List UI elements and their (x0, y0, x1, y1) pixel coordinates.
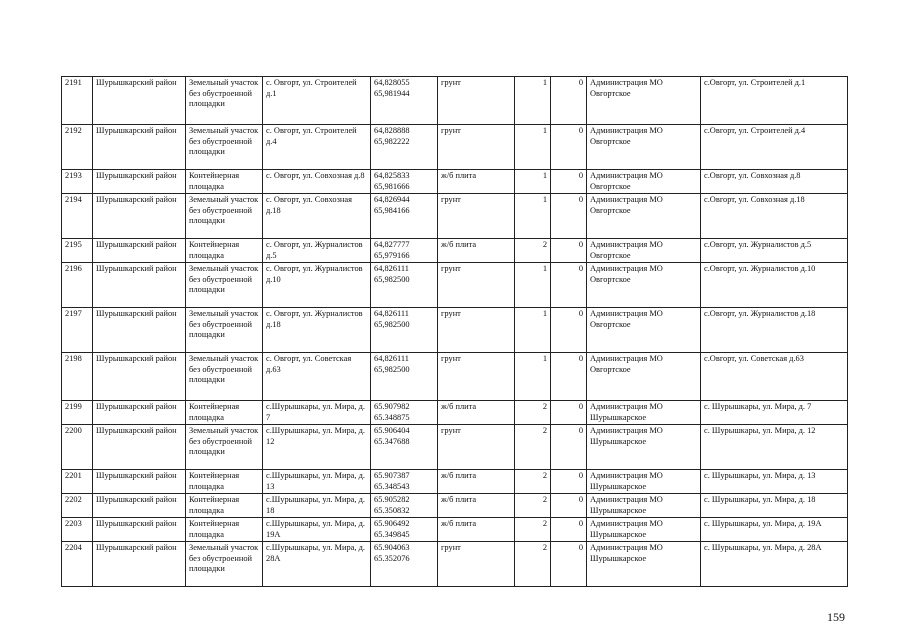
capacity-cell: 0 (551, 125, 587, 170)
site-type-cell: Земельный участок без обустроенной площадки (186, 542, 263, 587)
capacity-cell: 0 (551, 470, 587, 494)
source-address-cell: с.Овгорт, ул. Журналистов д.18 (701, 308, 848, 353)
district-cell: Шурышкарский район (93, 308, 186, 353)
containers-count-cell: 2 (515, 518, 551, 542)
table-row (62, 125, 848, 170)
table-row (62, 170, 848, 194)
surface-cell: ж/б плита (438, 401, 515, 425)
address-cell: с.Шурышкары, ул. Мира, д. 13 (263, 470, 371, 494)
owner-cell: Администрация МО Шурышкарское (587, 470, 701, 494)
source-address-cell: с.Овгорт, ул. Совхозная д.18 (701, 194, 848, 239)
owner-cell: Администрация МО Овгортское (587, 77, 701, 125)
containers-count-cell: 1 (515, 77, 551, 125)
surface-cell: ж/б плита (438, 470, 515, 494)
site-type-cell: Контейнерная площадка (186, 518, 263, 542)
containers-count-cell: 2 (515, 425, 551, 470)
owner-cell: Администрация МО Овгортское (587, 353, 701, 401)
row-number: 2197 (62, 308, 93, 353)
source-address-cell: с. Шурышкары, ул. Мира, д. 7 (701, 401, 848, 425)
capacity-cell: 0 (551, 77, 587, 125)
district-cell: Шурышкарский район (93, 353, 186, 401)
source-address-cell: с.Овгорт, ул. Строителей д.1 (701, 77, 848, 125)
containers-count-cell: 1 (515, 353, 551, 401)
district-cell: Шурышкарский район (93, 77, 186, 125)
row-number: 2192 (62, 125, 93, 170)
row-number: 2191 (62, 77, 93, 125)
containers-count-cell: 1 (515, 125, 551, 170)
site-type-cell: Земельный участок без обустроенной площадки (186, 425, 263, 470)
table-row (62, 401, 848, 425)
address-cell: с.Шурышкары, ул. Мира, д. 18 (263, 494, 371, 518)
district-cell: Шурышкарский район (93, 170, 186, 194)
row-number: 2194 (62, 194, 93, 239)
surface-cell: грунт (438, 125, 515, 170)
address-cell: с. Овгорт, ул. Строителей д.1 (263, 77, 371, 125)
capacity-cell: 0 (551, 353, 587, 401)
capacity-cell: 0 (551, 239, 587, 263)
page-number: 159 (827, 610, 845, 624)
site-type-cell: Контейнерная площадка (186, 401, 263, 425)
source-address-cell: с. Шурышкары, ул. Мира, д. 18 (701, 494, 848, 518)
row-number: 2202 (62, 494, 93, 518)
table-row (62, 77, 848, 125)
table-row (62, 263, 848, 308)
source-address-cell: с. Шурышкары, ул. Мира, д. 13 (701, 470, 848, 494)
district-cell: Шурышкарский район (93, 239, 186, 263)
district-cell: Шурышкарский район (93, 401, 186, 425)
site-type-cell: Контейнерная площадка (186, 239, 263, 263)
address-cell: с.Шурышкары, ул. Мира, д. 19А (263, 518, 371, 542)
address-cell: с.Шурышкары, ул. Мира, д. 12 (263, 425, 371, 470)
row-number: 2201 (62, 470, 93, 494)
containers-count-cell: 2 (515, 401, 551, 425)
coordinates-cell: 65.907982 65.348875 (371, 401, 438, 425)
coordinates-cell: 65.906492 65.349845 (371, 518, 438, 542)
site-type-cell: Контейнерная площадка (186, 470, 263, 494)
site-type-cell: Земельный участок без обустроенной площадки (186, 308, 263, 353)
capacity-cell: 0 (551, 263, 587, 308)
district-cell: Шурышкарский район (93, 494, 186, 518)
site-type-cell: Земельный участок без обустроенной площадки (186, 194, 263, 239)
owner-cell: Администрация МО Шурышкарское (587, 518, 701, 542)
site-type-cell: Земельный участок без обустроенной площадки (186, 77, 263, 125)
coordinates-cell: 64,826111 65,982500 (371, 263, 438, 308)
owner-cell: Администрация МО Овгортское (587, 308, 701, 353)
owner-cell: Администрация МО Шурышкарское (587, 494, 701, 518)
source-address-cell: с.Овгорт, ул. Журналистов д.5 (701, 239, 848, 263)
table-row (62, 194, 848, 239)
table-body (62, 77, 848, 587)
owner-cell: Администрация МО Овгортское (587, 194, 701, 239)
district-cell: Шурышкарский район (93, 194, 186, 239)
address-cell: с. Овгорт, ул. Строителей д.4 (263, 125, 371, 170)
surface-cell: ж/б плита (438, 494, 515, 518)
coordinates-cell: 64,826111 65,982500 (371, 308, 438, 353)
source-address-cell: с.Овгорт, ул. Журналистов д.10 (701, 263, 848, 308)
owner-cell: Администрация МО Шурышкарское (587, 401, 701, 425)
coordinates-cell: 65.906404 65.347688 (371, 425, 438, 470)
site-type-cell: Земельный участок без обустроенной площадки (186, 263, 263, 308)
row-number: 2198 (62, 353, 93, 401)
address-cell: с.Шурышкары, ул. Мира, д. 7 (263, 401, 371, 425)
source-address-cell: с. Шурышкары, ул. Мира, д. 28А (701, 542, 848, 587)
surface-cell: грунт (438, 425, 515, 470)
capacity-cell: 0 (551, 401, 587, 425)
district-cell: Шурышкарский район (93, 470, 186, 494)
coordinates-cell: 64,828888 65,982222 (371, 125, 438, 170)
address-cell: с. Овгорт, ул. Советская д.63 (263, 353, 371, 401)
surface-cell: грунт (438, 77, 515, 125)
source-address-cell: с.Овгорт, ул. Совхозная д.8 (701, 170, 848, 194)
district-cell: Шурышкарский район (93, 542, 186, 587)
table-row (62, 353, 848, 401)
coordinates-cell: 64,825833 65,981666 (371, 170, 438, 194)
table-row (62, 494, 848, 518)
table-row (62, 239, 848, 263)
containers-count-cell: 2 (515, 494, 551, 518)
row-number: 2199 (62, 401, 93, 425)
surface-cell: грунт (438, 308, 515, 353)
waste-sites-table (61, 76, 848, 587)
containers-count-cell: 1 (515, 194, 551, 239)
table-row (62, 542, 848, 587)
coordinates-cell: 64,826944 65,984166 (371, 194, 438, 239)
containers-count-cell: 1 (515, 308, 551, 353)
coordinates-cell: 65.904063 65.352076 (371, 542, 438, 587)
coordinates-cell: 64,828055 65,981944 (371, 77, 438, 125)
table-row (62, 518, 848, 542)
district-cell: Шурышкарский район (93, 425, 186, 470)
district-cell: Шурышкарский район (93, 518, 186, 542)
capacity-cell: 0 (551, 170, 587, 194)
surface-cell: ж/б плита (438, 239, 515, 263)
surface-cell: ж/б плита (438, 170, 515, 194)
capacity-cell: 0 (551, 494, 587, 518)
surface-cell: ж/б плита (438, 518, 515, 542)
site-type-cell: Земельный участок без обустроенной площадки (186, 125, 263, 170)
address-cell: с. Овгорт, ул. Совхозная д.8 (263, 170, 371, 194)
containers-count-cell: 2 (515, 470, 551, 494)
site-type-cell: Контейнерная площадка (186, 494, 263, 518)
containers-count-cell: 2 (515, 542, 551, 587)
row-number: 2196 (62, 263, 93, 308)
capacity-cell: 0 (551, 194, 587, 239)
owner-cell: Администрация МО Овгортское (587, 263, 701, 308)
containers-count-cell: 2 (515, 239, 551, 263)
capacity-cell: 0 (551, 518, 587, 542)
table-row (62, 470, 848, 494)
row-number: 2193 (62, 170, 93, 194)
surface-cell: грунт (438, 542, 515, 587)
owner-cell: Администрация МО Овгортское (587, 125, 701, 170)
coordinates-cell: 65.905282 65.350832 (371, 494, 438, 518)
owner-cell: Администрация МО Шурышкарское (587, 542, 701, 587)
site-type-cell: Земельный участок без обустроенной площадки (186, 353, 263, 401)
address-cell: с. Овгорт, ул. Журналистов д.5 (263, 239, 371, 263)
source-address-cell: с. Шурышкары, ул. Мира, д. 12 (701, 425, 848, 470)
row-number: 2200 (62, 425, 93, 470)
surface-cell: грунт (438, 353, 515, 401)
row-number: 2204 (62, 542, 93, 587)
containers-count-cell: 1 (515, 263, 551, 308)
source-address-cell: с. Шурышкары, ул. Мира, д. 19А (701, 518, 848, 542)
source-address-cell: с.Овгорт, ул. Советская д.63 (701, 353, 848, 401)
district-cell: Шурышкарский район (93, 263, 186, 308)
owner-cell: Администрация МО Шурышкарское (587, 425, 701, 470)
capacity-cell: 0 (551, 542, 587, 587)
district-cell: Шурышкарский район (93, 125, 186, 170)
address-cell: с. Овгорт, ул. Журналистов д.10 (263, 263, 371, 308)
containers-count-cell: 1 (515, 170, 551, 194)
source-address-cell: с.Овгорт, ул. Строителей д.4 (701, 125, 848, 170)
coordinates-cell: 64,826111 65,982500 (371, 353, 438, 401)
owner-cell: Администрация МО Овгортское (587, 239, 701, 263)
surface-cell: грунт (438, 263, 515, 308)
site-type-cell: Контейнерная площадка (186, 170, 263, 194)
address-cell: с. Овгорт, ул. Журналистов д.18 (263, 308, 371, 353)
row-number: 2203 (62, 518, 93, 542)
table-row (62, 425, 848, 470)
table-row (62, 308, 848, 353)
address-cell: с. Овгорт, ул. Совхозная д.18 (263, 194, 371, 239)
owner-cell: Администрация МО Овгортское (587, 170, 701, 194)
address-cell: с.Шурышкары, ул. Мира, д. 28А (263, 542, 371, 587)
coordinates-cell: 64,827777 65,979166 (371, 239, 438, 263)
row-number: 2195 (62, 239, 93, 263)
coordinates-cell: 65.907387 65.348543 (371, 470, 438, 494)
surface-cell: грунт (438, 194, 515, 239)
capacity-cell: 0 (551, 308, 587, 353)
capacity-cell: 0 (551, 425, 587, 470)
